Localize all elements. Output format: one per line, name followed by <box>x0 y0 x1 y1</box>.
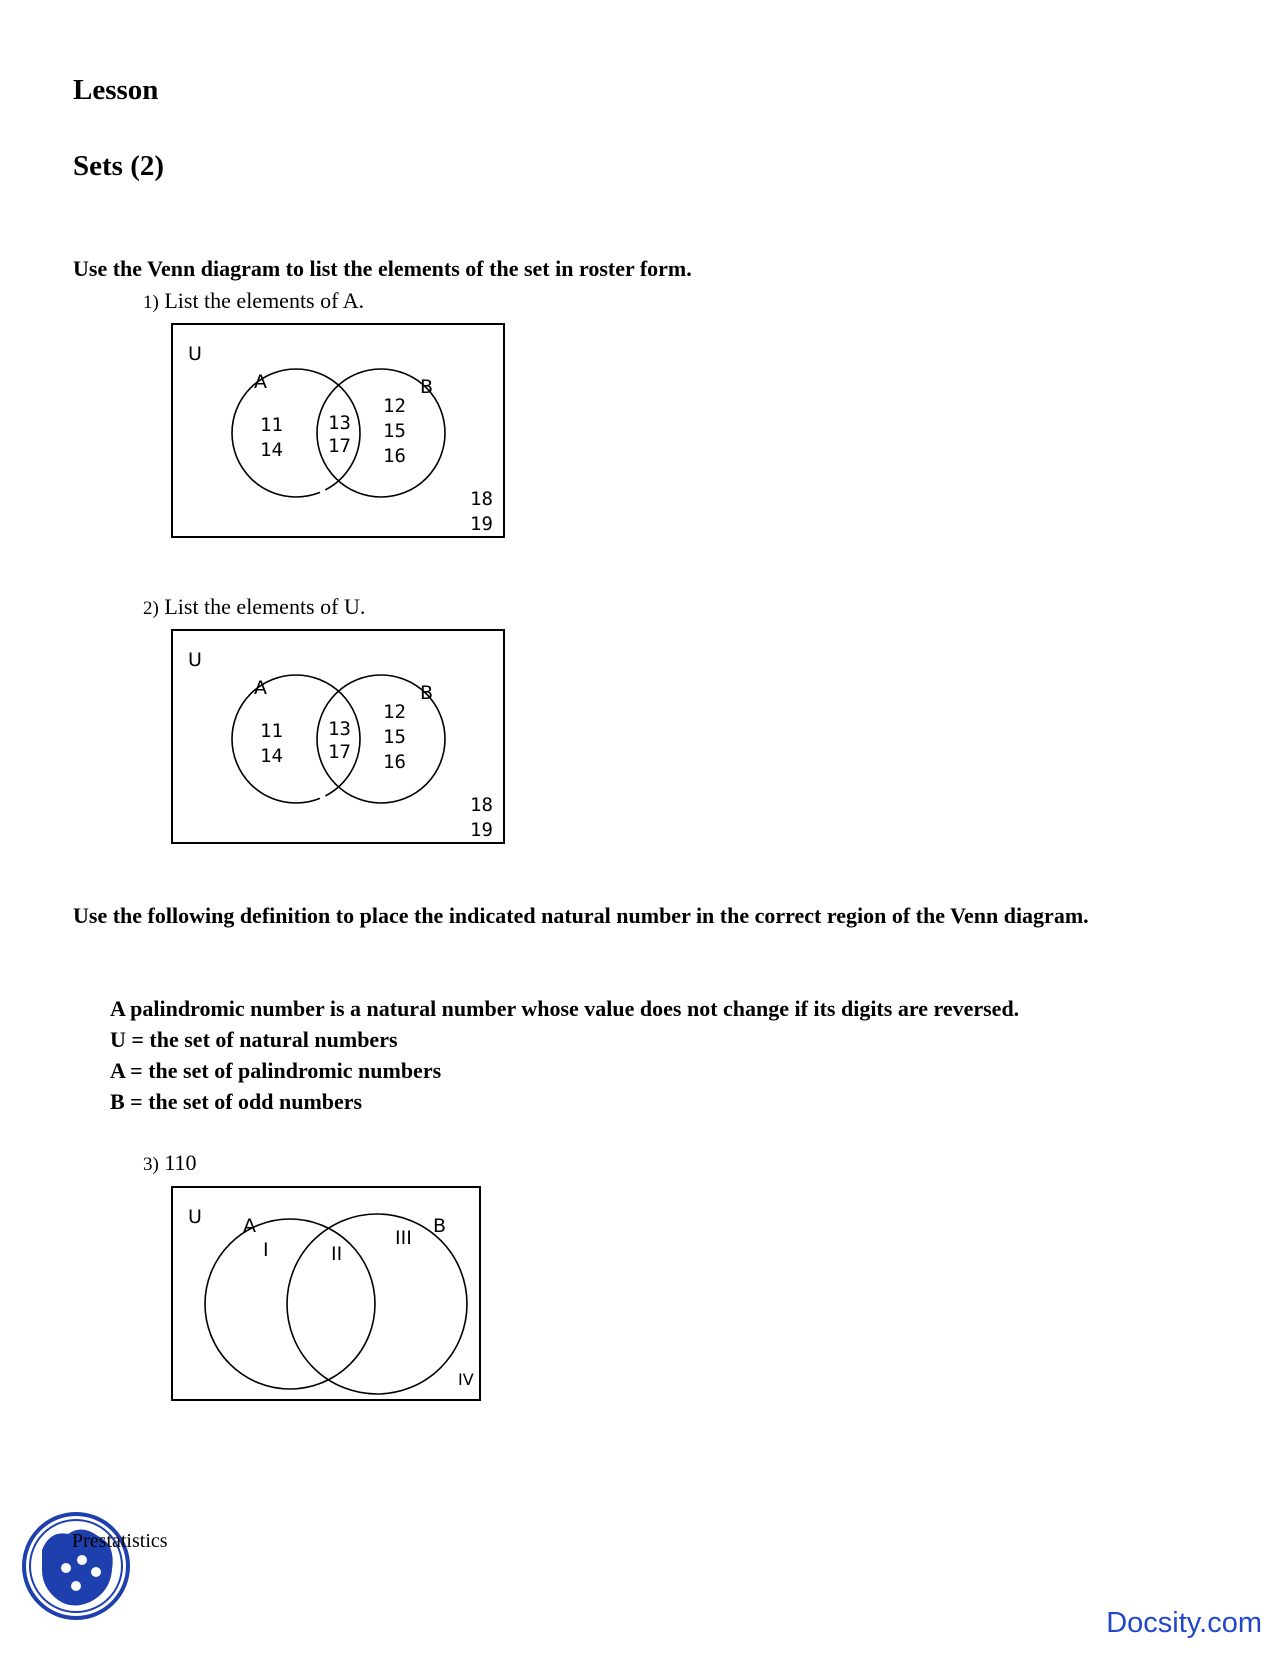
footer-course-label: Prestatistics <box>72 1530 168 1552</box>
venn1-b-only-1: 15 <box>383 420 406 442</box>
venn2-both-0: 13 <box>328 718 351 740</box>
venn1-outside-0: 18 <box>470 488 493 510</box>
venn1-both-0: 13 <box>328 412 351 434</box>
venn2-outside-1: 19 <box>470 819 493 841</box>
venn3-region-i: I <box>263 1239 269 1261</box>
venn2-set-a-label: A <box>254 677 267 699</box>
lesson-label: Lesson <box>73 74 159 106</box>
definition-0: A palindromic number is a natural number whose value does not change if its digits are reversed. <box>110 996 1020 1021</box>
venn-diagram-3 <box>171 1186 481 1401</box>
venn-diagram-1 <box>171 323 505 538</box>
venn3-circle-a <box>205 1219 375 1389</box>
page-title: Sets (2) <box>73 150 165 182</box>
question-3 <box>143 1150 197 1176</box>
venn-diagram-2 <box>171 629 505 844</box>
venn3-universe-label: U <box>188 1206 202 1228</box>
docsity-logo-icon <box>20 1510 132 1622</box>
venn1-universe-label: U <box>188 343 202 365</box>
venn1-b-only-0: 12 <box>383 395 406 417</box>
venn3-set-b-label: B <box>433 1215 447 1237</box>
venn2-b-only-2: 16 <box>383 751 406 773</box>
venn1-set-b-label: B <box>420 376 434 398</box>
venn3-region-iii: III <box>395 1227 412 1249</box>
venn2-a-only-0: 11 <box>260 720 283 742</box>
question-3-number: 3) <box>143 1154 159 1175</box>
venn1-set-a-label: A <box>254 371 267 393</box>
venn3-set-a-label: A <box>243 1215 256 1237</box>
venn2-a-only-1: 14 <box>260 745 283 767</box>
venn1-both-1: 17 <box>328 435 351 457</box>
section1-instruction: Use the Venn diagram to list the elements of the set in roster form. <box>73 256 692 281</box>
venn2-universe-label: U <box>188 649 202 671</box>
question-2-number: 2) <box>143 598 159 619</box>
venn2-b-only-1: 15 <box>383 726 406 748</box>
docsity-brand[interactable]: Docsity.com <box>1106 1607 1262 1639</box>
definition-2: A = the set of palindromic numbers <box>110 1058 442 1083</box>
venn3-region-ii: II <box>331 1243 343 1265</box>
venn1-a-only-1: 14 <box>260 439 283 461</box>
venn1-outside-1: 19 <box>470 513 493 535</box>
section2-instruction: Use the following definition to place the indicated natural number in the correct region of the Venn diagram. <box>73 903 1089 928</box>
venn2-set-b-label: B <box>420 682 434 704</box>
question-2-text: List the elements of U. <box>164 594 366 619</box>
question-1-number: 1) <box>143 292 159 313</box>
definition-3: B = the set of odd numbers <box>110 1089 363 1114</box>
venn3-region-iv: IV <box>458 1370 474 1389</box>
question-3-text: 110 <box>164 1150 197 1175</box>
question-1-text: List the elements of A. <box>164 288 365 313</box>
venn2-outside-0: 18 <box>470 794 493 816</box>
venn2-b-only-0: 12 <box>383 701 406 723</box>
venn1-a-only-0: 11 <box>260 414 283 436</box>
question-1 <box>143 288 364 314</box>
definition-1: U = the set of natural numbers <box>110 1027 398 1052</box>
question-2 <box>143 594 365 620</box>
venn1-b-only-2: 16 <box>383 445 406 467</box>
venn3-circle-b <box>287 1214 467 1394</box>
venn2-both-1: 17 <box>328 741 351 763</box>
